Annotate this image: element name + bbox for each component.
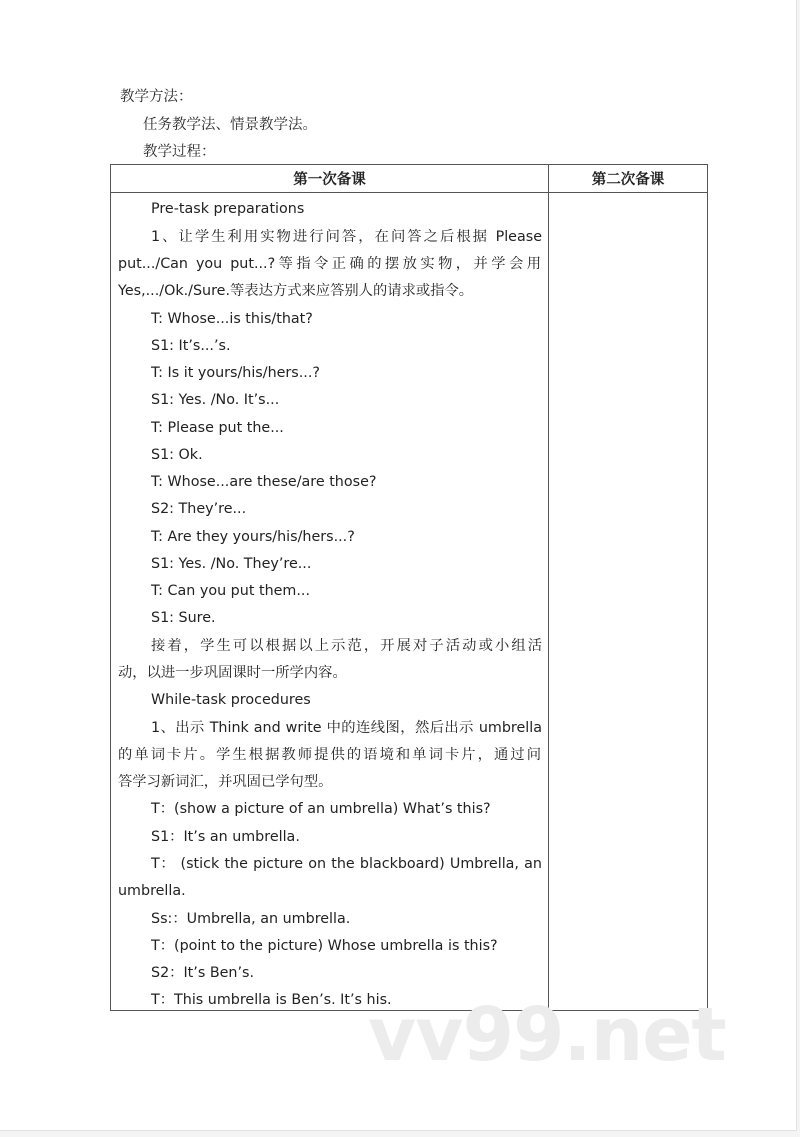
teaching-methods-value: 任务教学法、情景教学法。	[143, 117, 317, 133]
second-prep-cell	[549, 193, 707, 1010]
dialogue-line: S2: They’re...	[151, 501, 247, 517]
teaching-process-label: 教学过程：	[143, 144, 216, 160]
dialogue-line: T: Whose...are these/are those?	[151, 474, 377, 490]
dialogue-line: S2：It’s Ben’s.	[151, 965, 255, 981]
column-header-first-prep: 第一次备课	[293, 172, 366, 188]
dialogue-line: S1: Ok.	[151, 447, 203, 463]
paragraph-line: 答学习新词汇，并巩固已学句型。	[118, 774, 333, 790]
dialogue-line: T: Is it yours/his/hers...?	[151, 365, 320, 381]
paragraph-line: 动，以进一步巩固课时一所学内容。	[118, 665, 347, 681]
paragraph-line: 1、让学生利用实物进行问答，在问答之后根据 Please	[151, 229, 542, 245]
dialogue-line: T： (stick the picture on the blackboard) Umbrella, an	[151, 856, 542, 872]
dialogue-line: S1: Yes. /No. They’re...	[151, 556, 312, 572]
section-heading-pre-task: Pre-task preparations	[151, 201, 305, 217]
teaching-methods-label: 教学方法：	[120, 89, 193, 105]
dialogue-line: T：(point to the picture) Whose umbrella is this?	[151, 938, 498, 954]
dialogue-line: T: Can you put them...	[151, 583, 310, 599]
dialogue-line: S1: It’s...’s.	[151, 338, 231, 354]
paragraph-line: 接着，学生可以根据以上示范，开展对子活动或小组活	[151, 638, 542, 654]
dialogue-line: S1: Yes. /No. It’s...	[151, 392, 280, 408]
lesson-plan-table	[110, 164, 708, 1011]
dialogue-line: umbrella.	[118, 883, 186, 899]
watermark: vv99.net	[368, 992, 726, 1078]
paragraph-line: Yes,.../Ok./Sure.等表达方式来应答别人的请求或指令。	[118, 283, 474, 299]
dialogue-line: T: Are they yours/his/hers...?	[151, 529, 355, 545]
paragraph-line: 的单词卡片。学生根据教师提供的语境和单词卡片，通过问	[118, 747, 541, 763]
dialogue-line: T：This umbrella is Ben’s. It’s his.	[151, 992, 392, 1008]
dialogue-line: S1: Sure.	[151, 610, 216, 626]
paragraph-line: put.../Can you put...?等指令正确的摆放实物，并学会用	[118, 256, 541, 272]
dialogue-line: S1：It’s an umbrella.	[151, 829, 300, 845]
dialogue-line: T: Please put the...	[151, 420, 284, 436]
paragraph-line: 1、出示 Think and write 中的连线图，然后出示 umbrella	[151, 720, 542, 736]
section-heading-while-task: While-task procedures	[151, 692, 311, 708]
dialogue-line: Ss:：Umbrella, an umbrella.	[151, 911, 351, 927]
dialogue-line: T：(show a picture of an umbrella) What’s this?	[151, 801, 491, 817]
first-prep-cell	[111, 193, 548, 1010]
dialogue-line: T: Whose...is this/that?	[151, 311, 313, 327]
column-header-second-prep: 第二次备课	[591, 172, 665, 188]
